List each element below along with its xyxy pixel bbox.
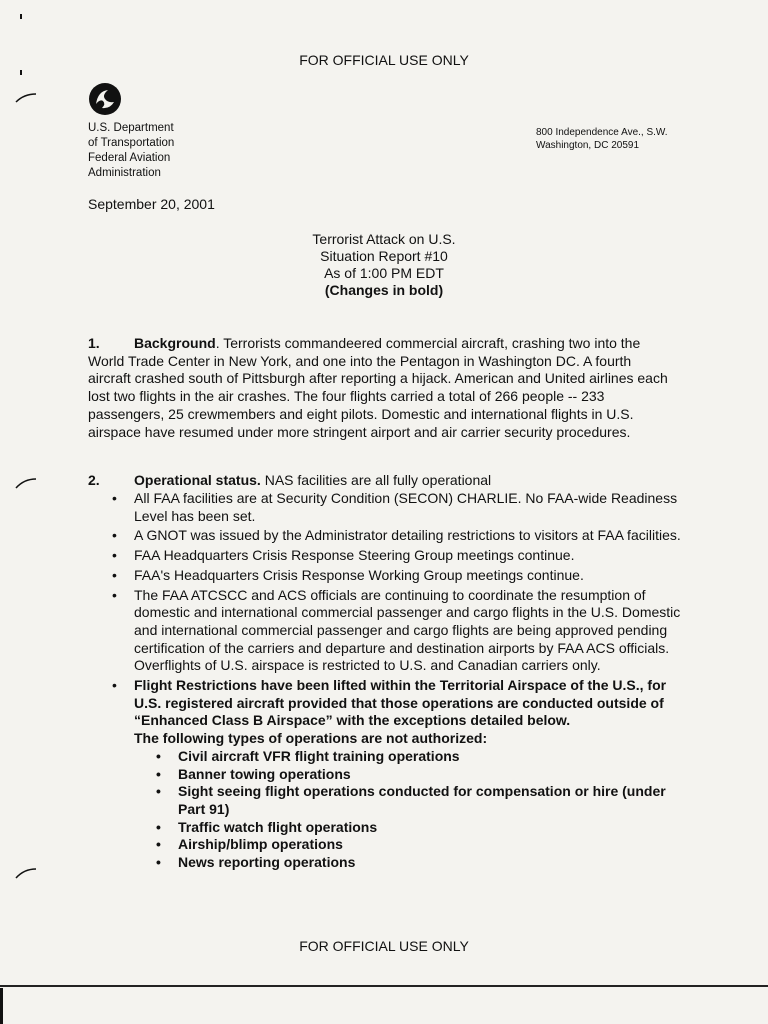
page-edge-mark xyxy=(0,988,3,1024)
scan-mark xyxy=(14,476,38,490)
title-note: (Changes in bold) xyxy=(324,282,444,298)
status-bullet-list xyxy=(112,490,682,874)
section-number: 2. xyxy=(88,472,100,488)
report-title xyxy=(0,231,768,299)
section-text: . Terrorists commandeered commercial aircraft, crashing two into the World Trade Center in New York, and one into the Pentagon in Washington DC. A fourth aircraft crashed south of Pittsburgh after reporting a hijack. American and United airlines each lost two flights in the air crashes. The four flights carried a total of 266 people -- 233 passengers, 25 crewmembers and eight pilots. Domestic and international flights in U.S. airspace have resumed under more stringent airport and air carrier security procedures. xyxy=(88,335,668,440)
header-classification: FOR OFFICIAL USE ONLY xyxy=(299,52,469,68)
agency-line: Federal Aviation xyxy=(88,152,171,164)
not-authorized-list xyxy=(134,748,682,872)
document-date: September 20, 2001 xyxy=(88,196,215,212)
agency-line: of Transportation xyxy=(88,137,175,149)
scan-mark xyxy=(20,70,22,75)
agency-line: Administration xyxy=(88,167,161,179)
section-text: NAS facilities are all fully operational xyxy=(260,472,492,488)
title-line: Terrorist Attack on U.S. xyxy=(312,231,456,247)
list-item: • FAA Headquarters Crisis Response Steering Group meetings continue. xyxy=(112,547,682,565)
scan-mark xyxy=(14,866,38,880)
list-item: • Sight seeing flight operations conducted for compensation or hire (under Part 91) xyxy=(156,783,682,818)
section-background xyxy=(88,335,676,441)
list-item: • News reporting operations xyxy=(156,854,682,872)
section-heading: Background xyxy=(134,335,216,351)
section-heading: Operational status. xyxy=(134,472,261,488)
footer-classification: FOR OFFICIAL USE ONLY xyxy=(299,938,469,954)
list-item: • A GNOT was issued by the Administrator detailing restrictions to visitors at FAA facilities. xyxy=(112,527,682,545)
address-line: Washington, DC 20591 xyxy=(536,140,640,151)
scan-mark xyxy=(20,14,22,19)
title-line: As of 1:00 PM EDT xyxy=(324,265,444,281)
list-item: • Airship/blimp operations xyxy=(156,836,682,854)
list-item: • All FAA facilities are at Security Condition (SECON) CHARLIE. No FAA-wide Readiness Level has been set. xyxy=(112,490,682,525)
title-line: Situation Report #10 xyxy=(320,248,448,264)
list-item-flight-restrictions xyxy=(112,677,682,872)
section-number: 1. xyxy=(88,335,100,351)
page-edge-line xyxy=(0,985,768,987)
list-item: • Banner towing operations xyxy=(156,766,682,784)
list-item: • The FAA ATCSCC and ACS officials are continuing to coordinate the resumption of domestic and international commercial passenger and cargo flights in the U.S. Domestic and international commercial passenger and cargo flights are being approved pending certification of the carriers and departure and destination airports by FAA ACS officials. Overflights of U.S. airspace is restricted to U.S. and Canadian carriers only. xyxy=(112,587,682,676)
address-block xyxy=(536,126,668,152)
agency-line: U.S. Department xyxy=(88,122,174,134)
address-line: 800 Independence Ave., S.W. xyxy=(536,127,668,138)
list-item: • Civil aircraft VFR flight training operations xyxy=(156,748,682,766)
list-item: • Traffic watch flight operations xyxy=(156,819,682,837)
section-operational-status xyxy=(88,472,491,489)
list-item: • FAA's Headquarters Crisis Response Working Group meetings continue. xyxy=(112,567,682,585)
agency-block xyxy=(88,121,174,181)
flight-restrictions-text: Flight Restrictions have been lifted within the Territorial Airspace of the U.S., for U.S. registered aircraft provided that those operations are conducted outside of “Enhanced Class B Airspace” with the exceptions detailed below. xyxy=(134,677,667,729)
dot-logo-icon xyxy=(88,82,122,116)
not-authorized-intro: The following types of operations are not authorized: xyxy=(134,730,488,747)
scan-mark xyxy=(14,92,38,104)
